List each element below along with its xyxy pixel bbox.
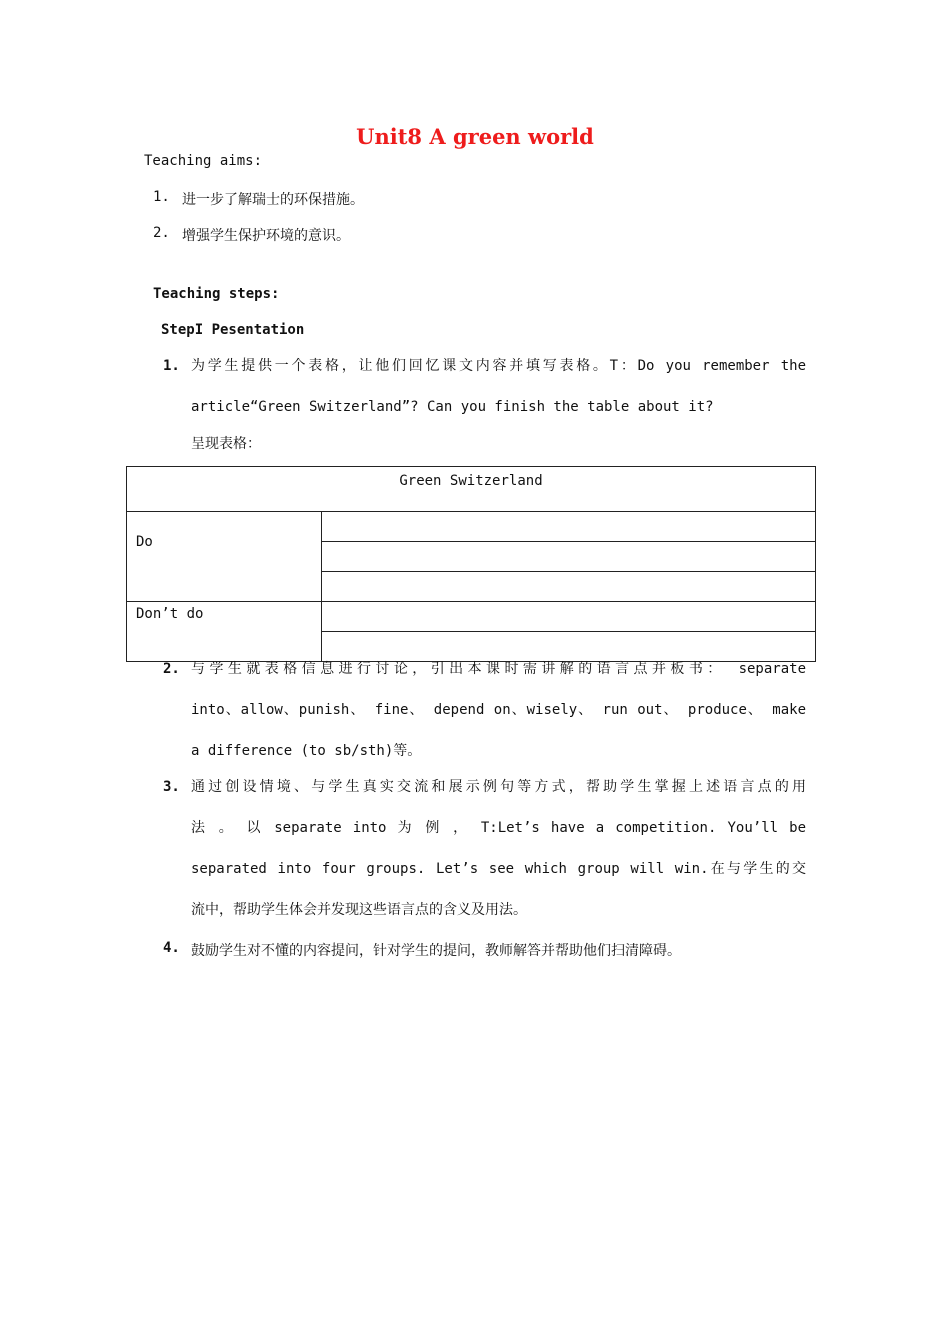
aim-number-1: 1. [153, 189, 170, 205]
step-item-text-2 [191, 649, 806, 772]
step-item-number-1: 1. [163, 358, 180, 374]
teaching-steps-heading: Teaching steps: [153, 286, 280, 302]
table-blank-cell [322, 572, 816, 602]
paragraph-line: separated into four groups. Let’s see which group will win.在与学生的交 [191, 861, 806, 877]
do-label: Do [127, 512, 322, 602]
table-blank-cell [322, 542, 816, 572]
step-one-heading: StepI Pesentation [161, 322, 305, 338]
paragraph-line: a difference (to sb/sth)等。 [191, 743, 422, 759]
step-item-number-2: 2. [163, 661, 180, 677]
step-item-number-4: 4. [163, 940, 180, 956]
paragraph-line: into、allow、punish、 fine、 depend on、wisely、 run out、 produce、 make [191, 702, 806, 718]
step-item-number-3: 3. [163, 779, 180, 795]
dont-do-label: Don’t do [127, 602, 322, 662]
step-item-text-3 [191, 767, 806, 931]
green-switzerland-table [126, 466, 816, 662]
document-title: Unit8 A green world [356, 124, 594, 149]
paragraph-line: 与学生就表格信息进行讨论，引出本课时需讲解的语言点并板书： separate [191, 661, 806, 677]
paragraph-line: 流中，帮助学生体会并发现这些语言点的含义及用法。 [191, 902, 527, 918]
step-item-text-4: 鼓励学生对不懂的内容提问，针对学生的提问，教师解答并帮助他们扫清障碍。 [191, 943, 681, 959]
aim-text-1: 进一步了解瑞士的环保措施。 [182, 192, 364, 208]
paragraph-line: 通过创设情境、与学生真实交流和展示例句等方式，帮助学生掌握上述语言点的用 [191, 779, 806, 795]
aim-text-2: 增强学生保护环境的意识。 [182, 228, 350, 244]
paragraph-line: 法 。 以 separate into 为 例 ， T:Let’s have a competition. You’ll be [191, 820, 806, 836]
step-item-text-1 [191, 346, 806, 460]
paragraph-line: 为学生提供一个表格，让他们回忆课文内容并填写表格。T：Do you remember the [191, 358, 806, 374]
table-blank-cell [322, 512, 816, 542]
paragraph-line: article“Green Switzerland”? Can you finish the table about it? [191, 399, 714, 415]
aim-number-2: 2. [153, 225, 170, 241]
paragraph-line: 呈现表格： [191, 436, 261, 452]
table-header: Green Switzerland [127, 467, 816, 512]
table-blank-cell [322, 602, 816, 632]
teaching-aims-heading: Teaching aims: [144, 153, 263, 169]
